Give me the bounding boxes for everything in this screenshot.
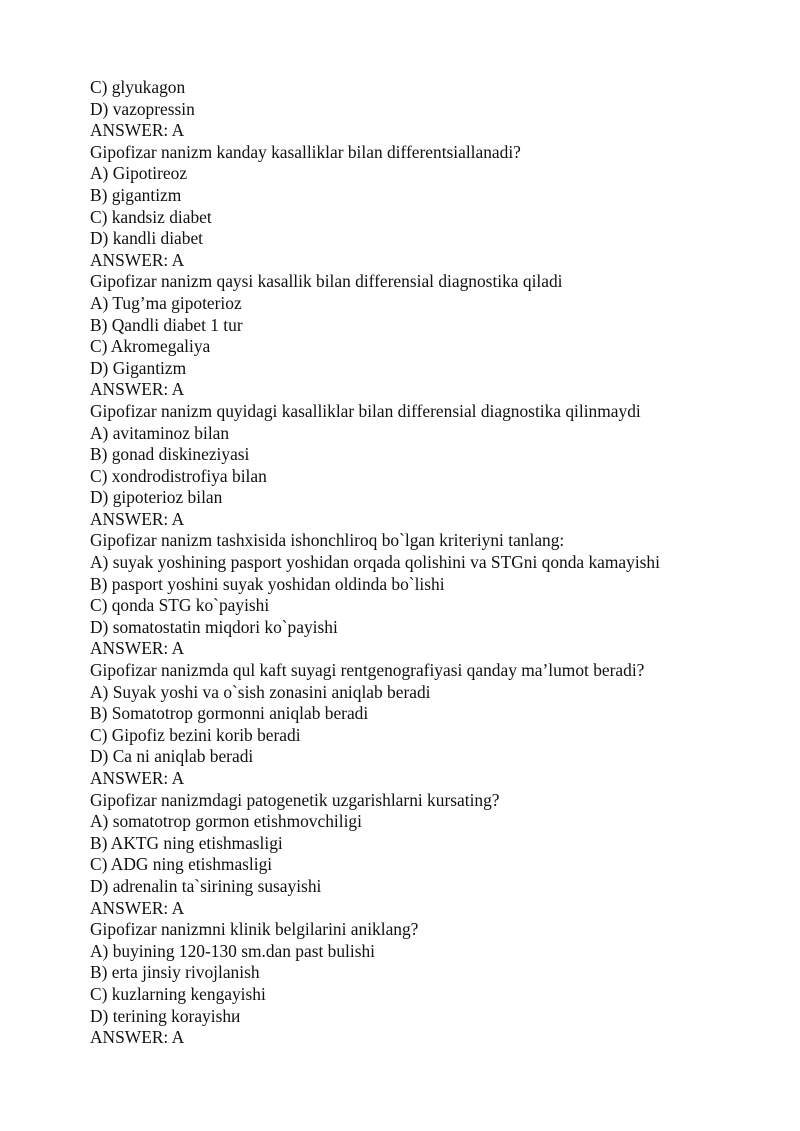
option-a: A) somatotrop gormon etishmovchiligi [90,811,362,832]
option-b: B) erta jinsiy rivojlanish [90,962,260,983]
option-d: D) kandli diabet [90,228,204,249]
option-a: A) avitaminoz bilan [90,422,230,443]
option-c: C) xondrodistrofiya bilan [90,465,267,486]
answer: ANSWER: A [90,638,185,659]
option-d: D) adrenalin ta`sirining susayishi [90,875,322,896]
option-c: C) glyukagon [90,77,186,97]
question: Gipofizar nanizmda qul kaft suyagi rentgenografiyasi qanday ma’lumot beradi? [90,660,645,681]
answer: ANSWER: A [90,1027,185,1048]
option-a: A) buyining 120-130 sm.dan past bulishi [90,940,376,961]
option-b: B) Qandli diabet 1 tur [90,314,243,335]
option-a: A) Suyak yoshi va o`sish zonasini aniqlab beradi [90,681,431,702]
option-c: C) Gipofiz bezini korib beradi [90,724,301,745]
option-c: C) kuzlarning kengayishi [90,983,266,1004]
option-d: D) terining korayishи [90,1005,241,1026]
question: Gipofizar nanizm tashxisida ishonchliroq bo`lgan kriteriyni tanlang: [90,530,565,551]
option-a: A) suyak yoshining pasport yoshidan orqada qolishini va STGni qonda kamayishi [90,552,660,573]
document-text [90,77,770,1049]
option-b: B) gonad diskineziyasi [90,444,250,465]
question: Gipofizar nanizm qaysi kasallik bilan differensial diagnostika qiladi [90,271,563,292]
question: Gipofizar nanizm kanday kasalliklar bilan differentsiallanadi? [90,141,521,162]
option-a: A) Tug’ma gipoterioz [90,292,242,313]
question: Gipofizar nanizmdagi patogenetik uzgarishlarni kursating? [90,789,500,810]
answer: ANSWER: A [90,379,185,400]
option-d: D) Ca ni aniqlab beradi [90,746,254,767]
option-d: D) Gigantizm [90,357,187,378]
answer: ANSWER: A [90,120,185,141]
option-d: D) gipoterioz bilan [90,487,223,508]
answer: ANSWER: A [90,768,185,788]
option-a: A) Gipotireoz [90,163,188,184]
option-c: C) kandsiz diabet [90,206,212,227]
option-b: B) gigantizm [90,184,182,205]
option-c: C) Akromegaliya [90,336,211,357]
option-b: B) AKTG ning etishmasligi [90,832,283,853]
option-d: D) vazopressin [90,98,195,119]
option-b: B) pasport yoshini suyak yoshidan oldinda bo`lishi [90,573,445,594]
option-c: C) ADG ning etishmasligi [90,854,273,875]
answer: ANSWER: A [90,249,185,270]
question: Gipofizar nanizmni klinik belgilarini aniklang? [90,919,419,940]
answer: ANSWER: A [90,897,185,918]
option-b: B) Somatotrop gormonni aniqlab beradi [90,703,369,724]
answer: ANSWER: A [90,508,185,529]
option-c: C) qonda STG ko`payishi [90,595,270,616]
option-d: D) somatostatin miqdori ko`payishi [90,616,338,637]
question: Gipofizar nanizm quyidagi kasalliklar bilan differensial diagnostika qilinmaydi [90,400,641,421]
